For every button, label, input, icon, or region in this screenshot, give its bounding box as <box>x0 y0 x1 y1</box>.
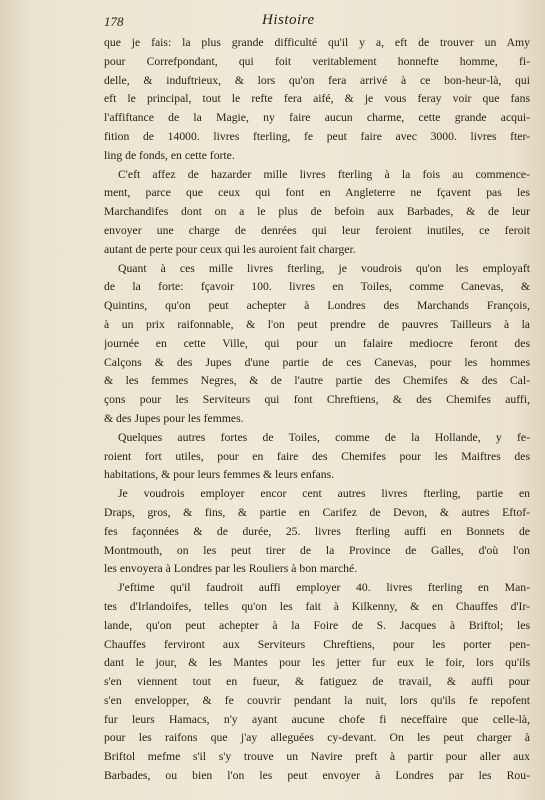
page-number: 178 <box>104 14 124 29</box>
text-line: lande, qu'on peut achepter à la Foire de S. Jacques à Briftol; les <box>104 618 530 632</box>
text-line: J'eftime qu'il faudroit auffi employer 40. livres fterling en Man- <box>118 581 530 595</box>
text-line: fes façonnées & de durée, 25. livres fterling auffi en Bonnets de <box>104 524 530 538</box>
text-line: Marchandifes dont on a le plus de befoin aux Barbades, & de leur <box>104 205 530 219</box>
text-line: Montmouth, on les peut tirer de la Province de Galles, d'où l'on <box>104 543 530 557</box>
text-line: tes d'Irlandoifes, telles qu'on les fait à Kilkenny, & en Chauffes d'Ir- <box>104 599 530 613</box>
text-line: pour les raifons que j'ay alleguées cy-devant. On les peut charger à <box>104 731 530 745</box>
text-line: & les femmes Negres, & de l'autre partie des Chemifes & des Cal- <box>104 374 530 388</box>
text-line: delle, & induftrieux, & lors qu'on fera arrivé à ce bon-heur-là, qui <box>104 73 530 87</box>
text-line: C'eft affez de hazarder mille livres fterling à la fois au commence- <box>118 167 530 181</box>
text-line: & des Jupes pour les femmes. <box>104 411 244 425</box>
page-header <box>0 8 545 28</box>
text-line: Quintins, qu'on peut achepter à Londres des Marchands François, <box>104 299 530 313</box>
text-line: s'en envelopper, & fe couvrir pendant la nuit, lors qu'ils fe repofent <box>104 693 530 707</box>
running-title: Histoire <box>262 12 315 28</box>
text-line: eft le principal, tout le refte fera aifé, & je vous feray voir que fans <box>104 92 530 106</box>
text-line: pour Correfpondant, qui foit veritablement honnefte homme, fi- <box>104 54 530 68</box>
text-line: journée en cette Ville, qui pour un falaire mediocre feront des <box>104 336 530 350</box>
text-line: çons pour les Serviteurs qui font Chreftiens, & des Chemifes auffi, <box>104 393 530 407</box>
text-line: s'en viennent tout en fueur, & fatiguez de travail, & auffi pour <box>104 675 530 689</box>
text-line: Draps, gros, & fins, & partie en Carifez de Devon, & autres Eftof- <box>104 505 530 519</box>
text-line: envoyer une charge de denrées qui leur feroient inutiles, ce feroit <box>104 223 530 237</box>
text-line: l'affiftance de la Magie, ny faire aucun charme, cette grande acqui- <box>104 111 530 125</box>
text-line: fition de 14000. livres fterling, fe peut faire avec 3000. livres fter- <box>104 129 530 143</box>
text-line: roient fort utiles, pour en faire des Chemifes pour les Maiftres des <box>104 449 530 463</box>
text-line: Calçons & des Jupes d'une partie de ces Canevas, pour les hommes <box>104 355 530 369</box>
text-line: de la forte: fçavoir 100. livres en Toiles, comme Canevas, & <box>104 280 530 294</box>
text-line: habitations, & pour leurs femmes & leurs enfans. <box>104 468 335 482</box>
text-line: autant de perte pour ceux qui les auroient fait charger. <box>104 242 356 256</box>
body-text <box>104 34 530 786</box>
text-line: Barbades, ou bien l'on les peut envoyer à Londres par les Rou- <box>104 769 530 783</box>
text-line: ling de fonds, en cette forte. <box>104 148 235 162</box>
text-line: dant le jour, & les Mantes pour les jetter fur eux le foir, lors qu'ils <box>104 656 530 670</box>
text-line: que je fais: la plus grande difficulté qu'il y a, eft de trouver un Amy <box>104 36 530 49</box>
text-line: Je voudrois employer encor cent autres livres fterling, partie en <box>118 487 530 501</box>
text-line: ment, parce que ceux qui font en Angleterre ne fçavent pas les <box>104 186 530 200</box>
text-line: Briftol mefme s'il s'y trouve un Navire preft à partir pour aller aux <box>104 750 530 764</box>
text-line: Chauffes ferviront aux Serviteurs Chreftiens, pour les porter pen- <box>104 637 530 651</box>
text-line: les envoyera à Londres par les Rouliers à bon marché. <box>104 562 358 576</box>
text-line: Quant à ces mille livres fterling, je voudrois qu'on les employaft <box>118 261 530 275</box>
text-line: à un prix raifonnable, & l'on peut prendre de pauvres Tailleurs à la <box>104 317 530 331</box>
text-line: Quelques autres fortes de Toiles, comme de la Hollande, y fe- <box>118 430 530 444</box>
text-line: fur leurs Hamacs, n'y ayant aucune chofe fi neceffaire que celle-là, <box>104 712 530 726</box>
